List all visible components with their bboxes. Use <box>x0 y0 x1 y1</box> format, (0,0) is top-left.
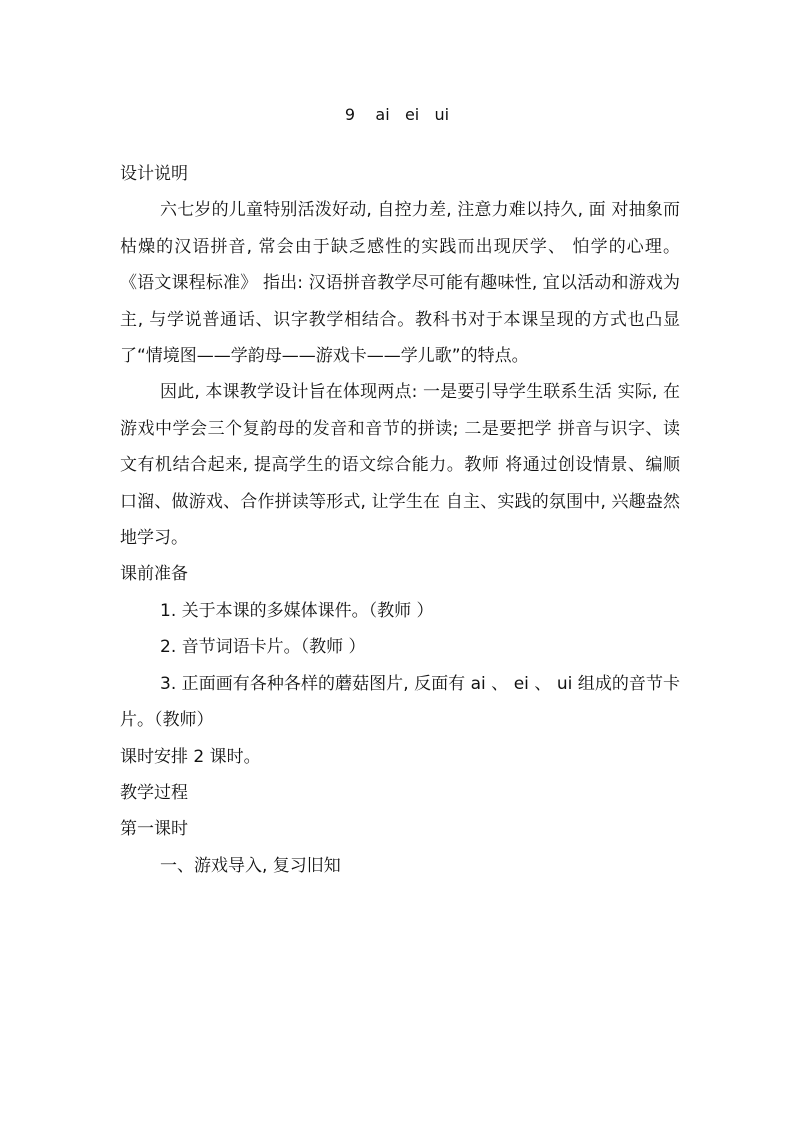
prep-heading: 课前准备 <box>120 564 188 585</box>
schedule-line: 课时安排 2 课时。 <box>120 746 261 767</box>
prep-item-2: 2. 音节词语卡片。（教师 ） <box>160 637 366 658</box>
design-paragraph-2: 因此, 本课教学设计旨在体现两点: 一是要引导学生联系生活 实际, 在游戏中学会三个复韵母的发音和音节的拼读; 二是要把学 拼音与识字、读文有机结合起来, 提高学生的语文综合能力。教师 将通过创设情景、编顺口溜、做游戏、合作拼读等形式, 让学生在 自主、实践的氛围中, 兴趣盎然地学习。 <box>120 382 680 549</box>
prep-item-3: 3. 正面画有各种各样的蘑菇图片, 反面有 ai 、 ei 、 ui 组成的音节卡片。（教师） <box>120 673 680 731</box>
design-paragraph-1: 六七岁的儿童特别活泼好动, 自控力差, 注意力难以持久, 面 对抽象而枯燥的汉语拼音, 常会由于缺乏感性的实践而出现厌学、 怕学的心理。 《语文课程标准》 指出: 汉语拼音教学尽可能有趣味性, 宜以活动和游戏为主, 与学说普通话、识字教学相结合。教科书对于本课呈现的方式也凸显了“情境图——学韵母——游戏卡——学儿歌”的特点。 <box>120 200 680 367</box>
step-1-heading: 一、游戏导入, 复习旧知 <box>160 855 341 876</box>
prep-item-1: 1. 关于本课的多媒体课件。（教师 ） <box>160 600 434 621</box>
page-title: 9 ai ei ui <box>344 105 450 124</box>
design-heading: 设计说明 <box>120 164 188 184</box>
process-heading: 教学过程 <box>120 782 188 803</box>
document-body <box>120 156 680 884</box>
lesson-1-heading: 第一课时 <box>120 819 188 840</box>
